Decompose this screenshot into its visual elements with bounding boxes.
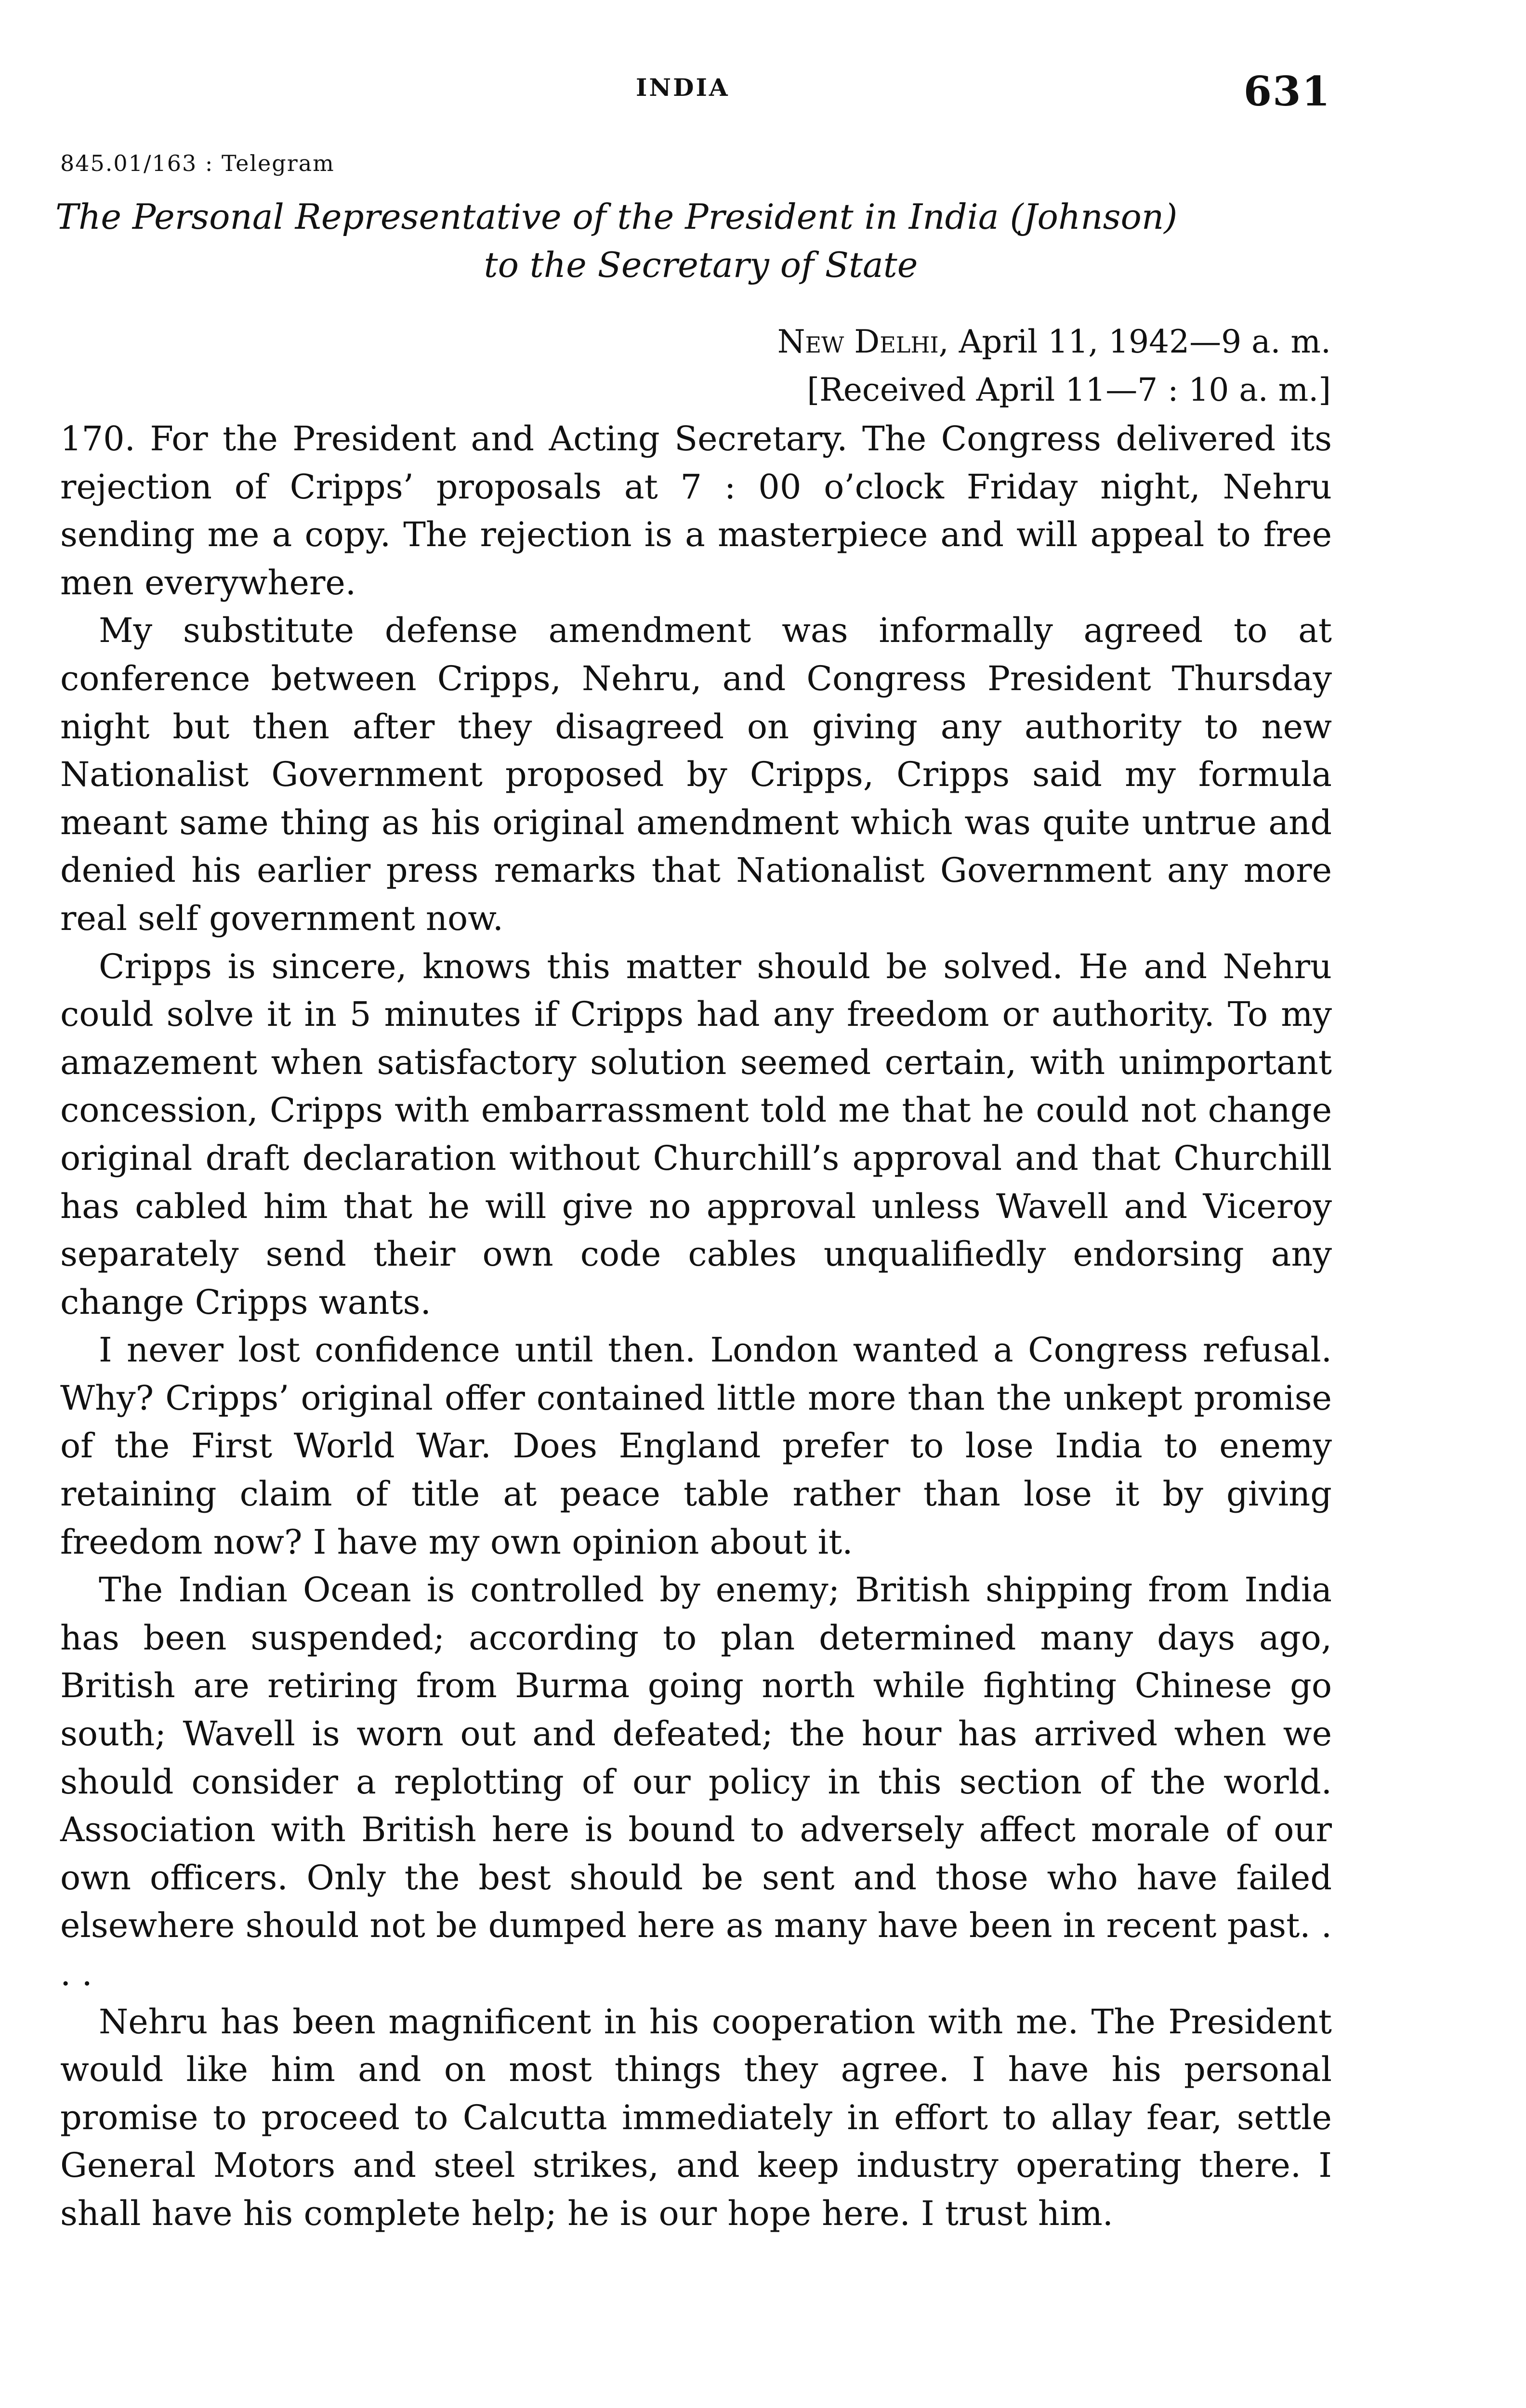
running-title: INDIA [636, 73, 730, 102]
paragraph-4: I never lost confidence until then. London wanted a Congress refusal. Why? Cripps’ original offer contained little more than the unkept promise of the First World War. Does England prefer to lose India to enemy retaining claim of title at peace table rather than lose it by giving freedom now? I have my own opinion about it. [60, 1330, 1332, 1562]
file-number: 845.01/163 : Telegram [60, 150, 335, 176]
dateline-place: New Delhi, [777, 323, 949, 360]
dateline [777, 318, 1331, 414]
page-number: 631 [1243, 67, 1331, 115]
document-title-line-2: to the Secretary of State [484, 245, 918, 285]
document-title-line-1: The Personal Representative of the President in India (Johnson) [55, 196, 1178, 237]
received-line: [Received April 11—7 : 10 a. m.] [807, 371, 1331, 408]
sent-line [777, 318, 1331, 366]
paragraph-6: Nehru has been magnificent in his cooperation with me. The President would like him and on most things they agree. I have his personal promise to proceed to Calcutta immediately in effort to allay fear, settle General Motors and steel strikes, and keep industry operating there. I shall have his complete help; he is our hope here. I trust him. [60, 2002, 1332, 2233]
paragraph-2: My substitute defense amendment was informally agreed to at conference between Cripps, Nehru, and Congress President Thursday night but then after they disagreed on giving any authority to new Nationalist Government proposed by Cripps, Cripps said my formula meant same thing as his original amendment which was quite untrue and denied his earlier press remarks that Nationalist Government any more real self government now. [60, 611, 1332, 938]
dateline-sent: April 11, 1942—9 a. m. [959, 323, 1331, 360]
telegram-body [60, 415, 1332, 2238]
running-header [0, 67, 1526, 115]
document-title [55, 193, 1327, 289]
paragraph-5: The Indian Ocean is controlled by enemy; British shipping from India has been suspended; according to plan determined many days ago, British are retiring from Burma going north while fighting Chinese go south; Wavell is worn out and defeated; the hour has arrived when we should consider a replotting of our policy in this section of the world. Association with British here is bound to adversely affect morale of our own officers. Only the best should be sent and those who have failed elsewhere should not be dumped here as many have been in recent past. . . . [60, 1570, 1332, 1993]
paragraph-3: Cripps is sincere, knows this matter should be solved. He and Nehru could solve it in 5 minutes if Cripps had any freedom or authority. To my amazement when satisfactory solution seemed certain, with unimportant concession, Cripps with embarrassment told me that he could not change original draft declaration without Churchill’s approval and that Churchill has cabled him that he will give no approval unless Wavell and Viceroy separately send their own code cables unqualifiedly endorsing any change Cripps wants. [60, 946, 1332, 1322]
paragraph-1: 170. For the President and Acting Secretary. The Congress delivered its rejection of Cripps’ proposals at 7 : 00 o’clock Friday night, Nehru sending me a copy. The rejection is a masterpiece and will appeal to free men everywhere. [60, 419, 1332, 602]
